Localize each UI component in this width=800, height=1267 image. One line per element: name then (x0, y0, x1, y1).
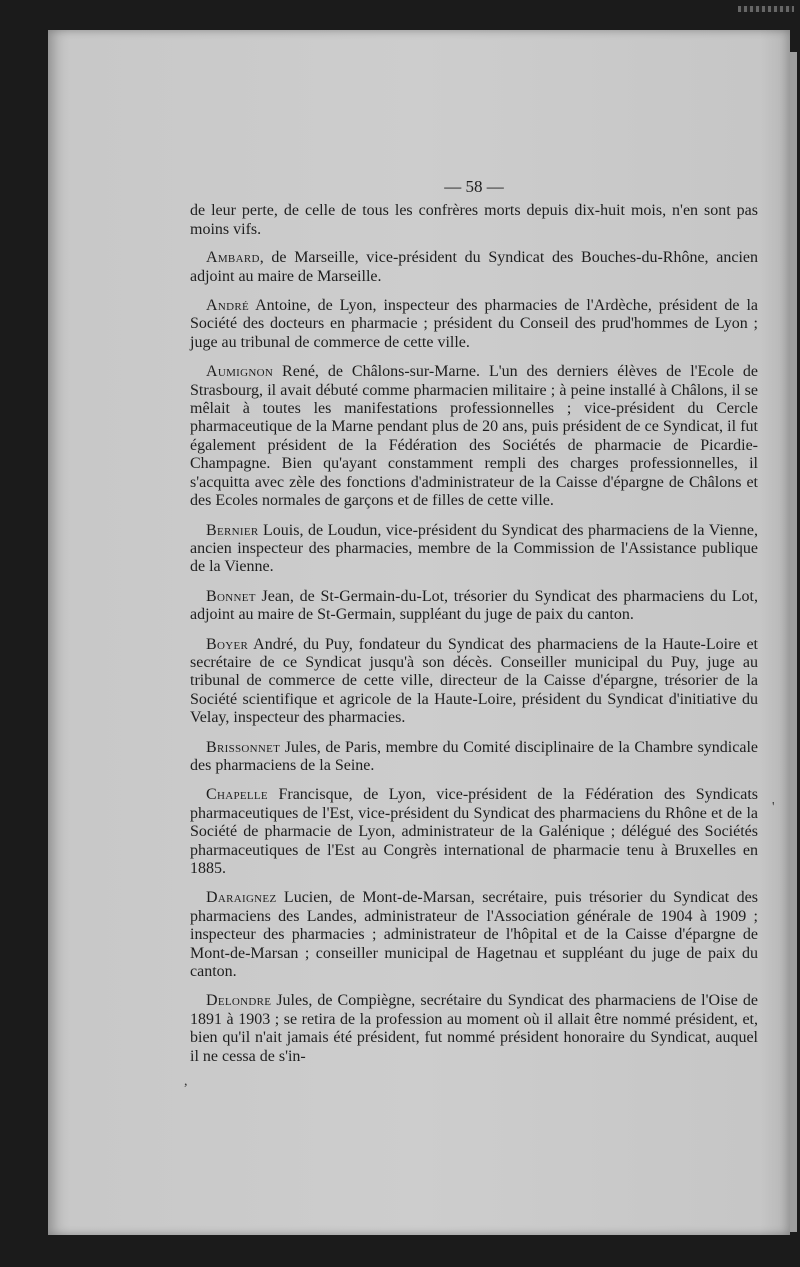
entry-text: André, du Puy, fondateur du Syndicat des pharmaciens de la Haute-Loire et secrétaire de ce Syndicat jusqu'à son décès. Conseiller municipal du Puy, juge au tribunal de commerce de cette ville, directeur de la Caisse d'épargne, trésorier de la Société scientifique et agricole de la Haute-Loire, président du Syndicat d'initiative du Velay, inspecteur des pharmacies. (190, 635, 758, 727)
entry-text: Francisque, de Lyon, vice-président de la Fédération des Syndicats pharmaceutiques de l'Est, vice-président du Syndicat des pharmaciens du Rhône et de la Société de pharmacie de Lyon, administrateur de la Galénique ; délégué des Sociétés pharmaceutiques de l'Est au Congrès international de pharmacie tenu à Bruxelles en 1885. (190, 786, 758, 877)
entry-text: Jean, de St-Germain-du-Lot, trésorier du Syndicat des pharmaciens du Lot, adjoint au maire de St-Germain, suppléant du juge de paix du canton. (190, 587, 758, 624)
page-number: — 58 — (444, 177, 504, 196)
entry-surname: André (206, 297, 249, 315)
entry-surname: Aumignon (206, 363, 274, 381)
gutter-mark: , (184, 1074, 188, 1089)
entry-chapelle (190, 786, 758, 878)
entry-ambard (190, 249, 758, 286)
entry-brissonnet (190, 739, 758, 776)
corner-mark (738, 6, 794, 12)
entry-text: Antoine, de Lyon, inspecteur des pharmacies de l'Ardèche, président de la Société des docteurs en pharmacie ; président du Conseil des prud'hommes de Lyon ; juge au tribunal de commerce de cette ville. (190, 297, 758, 351)
entry-surname: Chapelle (206, 786, 268, 804)
page-content (190, 178, 758, 1077)
entry-daraignez (190, 889, 758, 981)
entry-andre (190, 297, 758, 352)
entry-text: Jules, de Compiègne, secrétaire du Syndicat des pharmaciens de l'Oise de 1891 à 1903 ; se retira de la profession au moment où il allait être nommé président, et, bien qu'il n'ait jamais été président, fut nommé président honoraire du Syndicat, auquel il ne cessa de s'in- (190, 992, 758, 1065)
entry-surname: Bonnet (206, 587, 256, 605)
entry-surname: Bernier (206, 521, 259, 539)
entry-surname: Delondre (206, 992, 272, 1010)
entry-surname: Boyer (206, 635, 249, 653)
entry-text: René, de Châlons-sur-Marne. L'un des derniers élèves de l'Ecole de Strasbourg, il avait débuté comme pharmacien militaire ; à peine installé à Châlons, il se mêlait à toutes les manifestations professionnelles ; vice-président du Cercle pharmaceutique de la Marne pendant plus de 20 ans, puis président de ce Syndicat, il fut également président de la Fédération des Sociétés de pharmacie de Picardie-Champagne. Bien qu'ayant constamment rempli des charges professionnelles, il s'acquitta avec zèle des fonctions d'administrateur de la Caisse d'épargne de Châlons et des Ecoles normales de garçons et de filles de cette ville. (190, 363, 758, 510)
entry-text: Louis, de Loudun, vice-président du Syndicat des pharmaciens de la Vienne, ancien inspecteur des pharmacies, membre de la Commission de l'Assistance publique de la Vienne. (190, 521, 758, 576)
entry-bernier (190, 522, 758, 577)
entry-boyer (190, 636, 758, 728)
entry-surname: Daraignez (206, 889, 277, 907)
entry-surname: Ambard (206, 249, 260, 267)
entry-text: Jules, de Paris, membre du Comité disciplinaire de la Chambre syndicale des pharmaciens de la Seine. (190, 738, 758, 774)
side-mark: ' (772, 800, 775, 815)
entry-text: Lucien, de Mont-de-Marsan, secrétaire, puis trésorier du Syndicat des pharmaciens des Landes, administrateur de l'Association générale de 1904 à 1909 ; inspecteur des pharmacies ; administrateur de l'hôpital et de la Caisse d'épargne de Mont-de-Marsan ; conseiller municipal de Hagetnau et suppléant du juge de paix du canton. (190, 889, 758, 981)
entry-bonnet (190, 588, 758, 625)
entry-text: , de Marseille, vice-président du Syndicat des Bouches-du-Rhône, ancien adjoint au maire de Marseille. (190, 249, 758, 285)
lead-paragraph: de leur perte, de celle de tous les confrères morts depuis dix-huit mois, n'en sont pas moins vifs. (190, 202, 758, 238)
entry-delondre (190, 992, 758, 1066)
entry-aumignon (190, 363, 758, 510)
entry-surname: Brissonnet (206, 738, 281, 756)
